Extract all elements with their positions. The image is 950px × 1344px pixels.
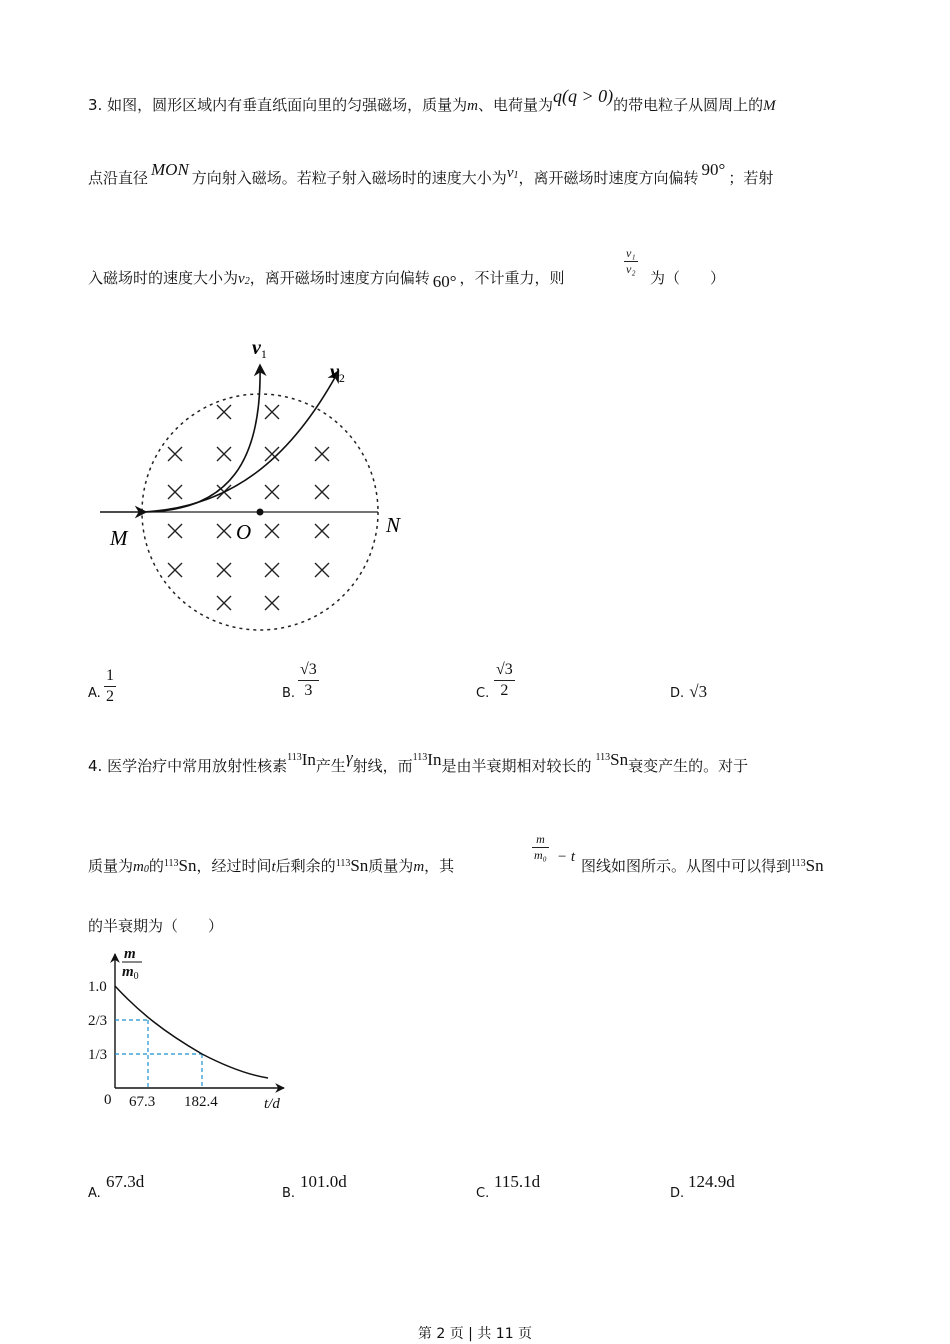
magnetic-field-figure <box>90 330 420 650</box>
x-axis-label: t/d <box>264 1096 280 1112</box>
q3-line-3: 入磁场时的速度大小为$v_2$，离开磁场时速度方向偏转 60° ，不计重力，则 <box>88 269 565 291</box>
q3-line-1: 3. 如图，圆形区域内有垂直纸面向里的匀强磁场，质量为m、电荷量为q(q > 0)的带电粒子从圆周上的M <box>88 86 776 114</box>
q4-line-2: 质量为$m_0$的$^{113}$Sn，经过时间t后剩余的$^{113}$Sn质量为m，其 <box>88 856 455 875</box>
label-M: M <box>110 526 128 550</box>
trajectory-v1 <box>142 366 260 512</box>
y-tick-1-0: 1.0 <box>88 979 107 995</box>
origin-label: 0 <box>104 1092 112 1108</box>
label-O: O <box>236 520 252 544</box>
q4-ratio-fraction: $\frac{m}{\text{m₀}}$ <box>534 832 547 862</box>
q3-line-2: 点沿直径 MON 方向射入磁场。若粒子射入磁场时的速度大小为$v_1$，离开磁场时速度方向偏转 90° ；若射 <box>88 160 774 187</box>
q3-ratio-fraction: $\frac{\text{v₁}}{\text{v₂}}$ <box>626 246 636 276</box>
q4-number: 4. <box>88 757 103 775</box>
q3-number: 3. <box>88 96 103 114</box>
q4-line-1: 4. 医学治疗中常用放射性核素$^{113}$In产生γ射线，而$^{113}$In是由半衰期相对较长的 $^{113}$Sn衰变产生的。对于 <box>88 748 749 775</box>
y-label-numerator: m <box>124 946 136 962</box>
y-tick-2-3: 2/3 <box>88 1013 108 1029</box>
x-tick-182-4: 182.4 <box>184 1094 218 1110</box>
trajectory-v2 <box>142 372 338 512</box>
label-v2: $v_2$ <box>330 361 345 385</box>
label-N: N <box>386 513 401 537</box>
q4-line-3: 的半衰期为（ ） <box>88 917 224 935</box>
y-label-denominator: $m_0$ <box>122 964 139 982</box>
page-footer: 第 2 页 | 共 11 页 <box>417 1326 533 1342</box>
label-v1: $v_1$ <box>252 337 267 361</box>
y-tick-1-3: 1/3 <box>88 1047 108 1063</box>
x-tick-67-3: 67.3 <box>129 1094 156 1110</box>
decay-curve <box>115 986 268 1078</box>
charge-expression: q(q > 0) <box>552 86 614 106</box>
center-point-O <box>257 509 264 516</box>
q3-option-d[interactable]: D. √3 <box>670 682 708 701</box>
decay-graph <box>84 942 294 1142</box>
field-crosses <box>168 405 329 610</box>
